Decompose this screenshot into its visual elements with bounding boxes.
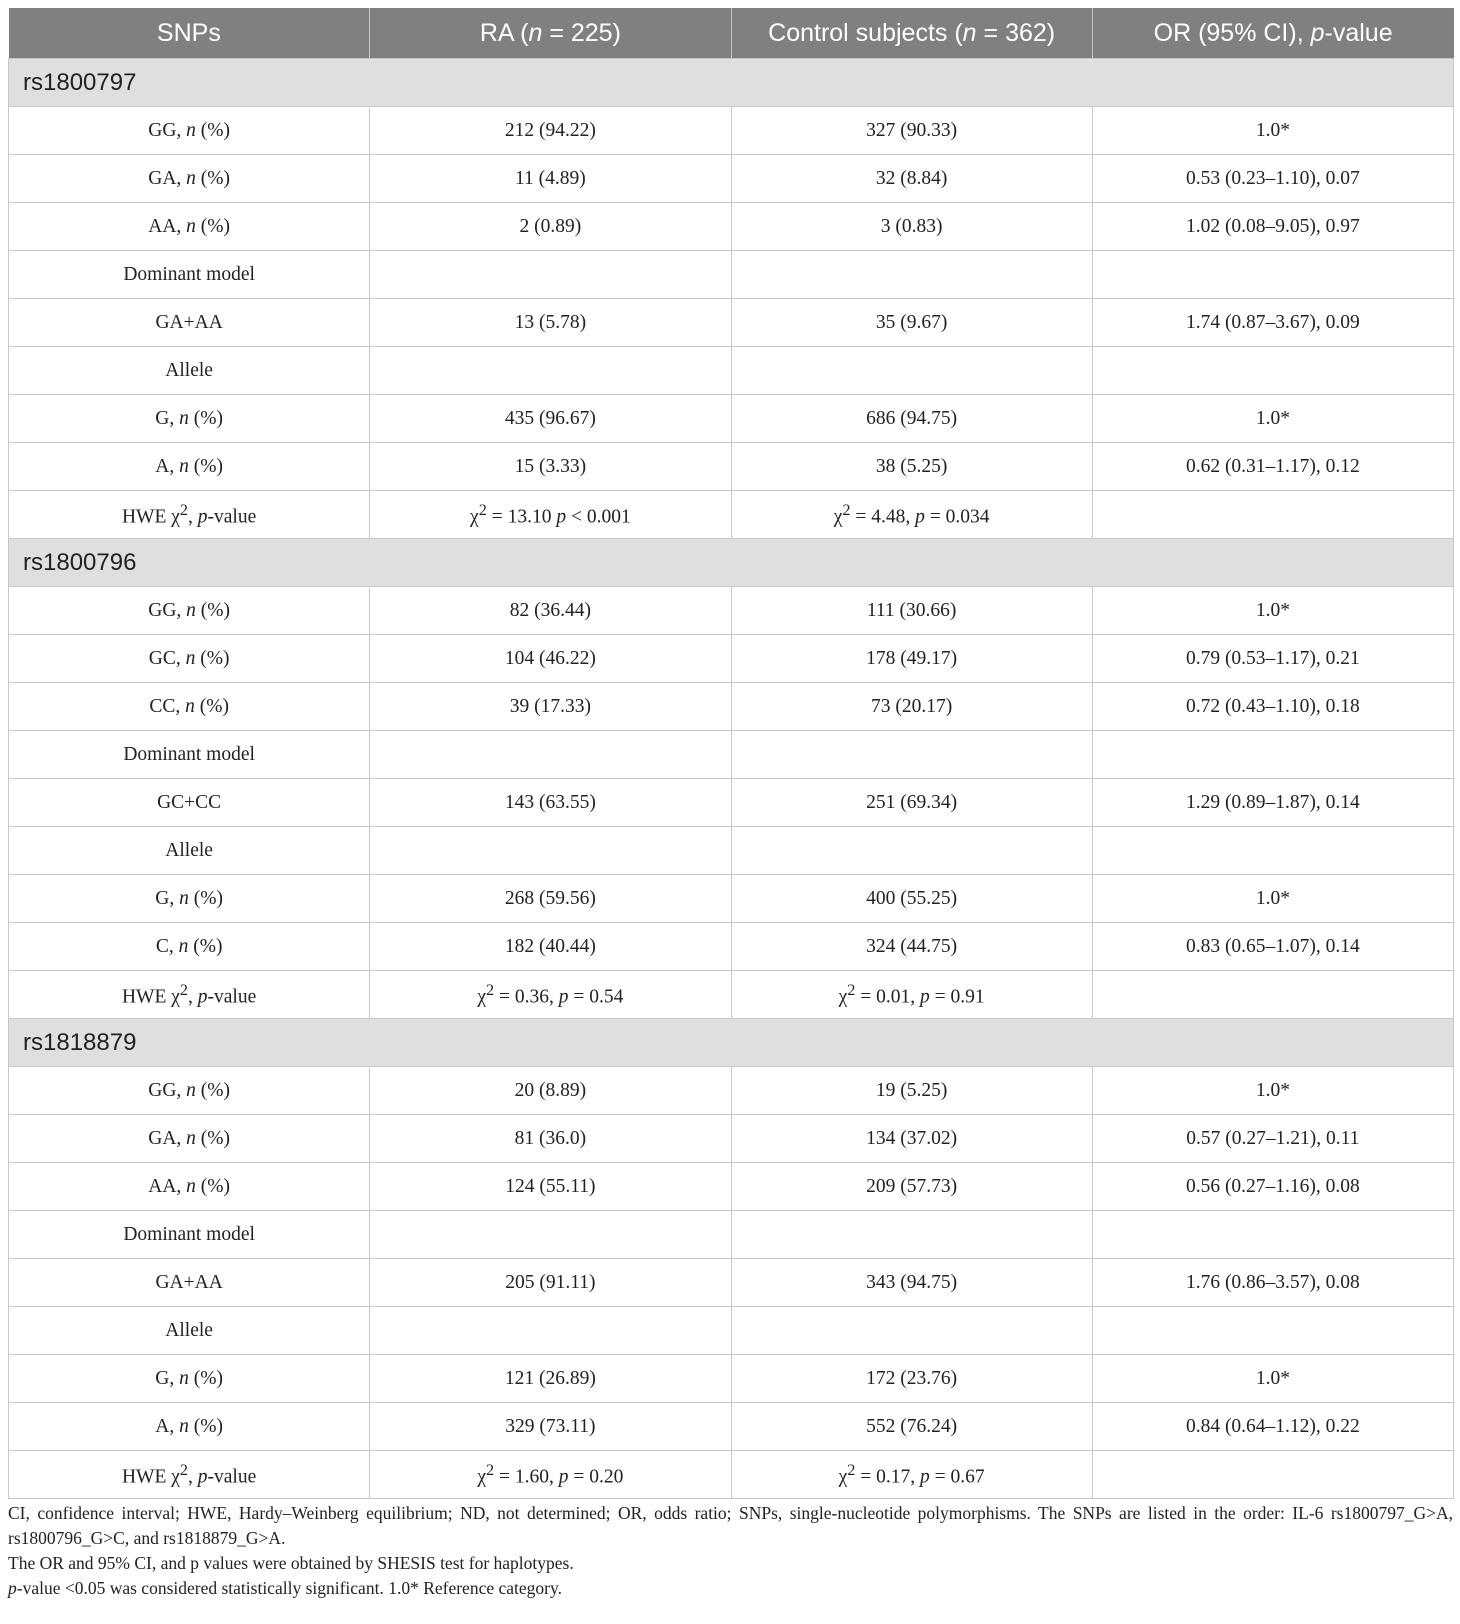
hwe-p: p bbox=[556, 506, 567, 528]
or-value-cell: 1.74 (0.87–3.67), 0.09 bbox=[1092, 299, 1453, 347]
or-value-cell: 0.56 (0.27–1.16), 0.08 bbox=[1092, 1163, 1453, 1211]
row-label-post: (%) bbox=[195, 167, 231, 189]
header-ra bbox=[370, 8, 731, 59]
control-value-cell bbox=[731, 347, 1092, 395]
control-value-cell: 178 (49.17) bbox=[731, 635, 1092, 683]
row-label-cell bbox=[9, 155, 370, 203]
row-label-ital: n bbox=[186, 599, 196, 621]
ra-value-cell bbox=[370, 731, 731, 779]
hwe-or-cell bbox=[1092, 1451, 1453, 1499]
ra-value-cell bbox=[370, 251, 731, 299]
hwe-label-cell bbox=[9, 971, 370, 1019]
row-label-pre: G, bbox=[155, 1367, 180, 1389]
or-value-cell: 1.0* bbox=[1092, 1355, 1453, 1403]
hwe-chi: χ bbox=[477, 1466, 487, 1488]
row-label-ital: n bbox=[179, 455, 189, 477]
ra-value-cell: 182 (40.44) bbox=[370, 923, 731, 971]
table-row bbox=[9, 155, 1454, 203]
table-row bbox=[9, 347, 1454, 395]
table-row bbox=[9, 923, 1454, 971]
table-row bbox=[9, 875, 1454, 923]
row-label-pre: AA, bbox=[148, 215, 187, 237]
row-label-post: (%) bbox=[195, 1127, 231, 1149]
header-or-p: p bbox=[1310, 18, 1325, 47]
row-label-pre: A, bbox=[155, 455, 180, 477]
ra-value-cell: 205 (91.11) bbox=[370, 1259, 731, 1307]
control-value-cell: 73 (20.17) bbox=[731, 683, 1092, 731]
row-label-pre: CC, bbox=[149, 695, 186, 717]
hwe-label-cell bbox=[9, 1451, 370, 1499]
ra-value-cell: 143 (63.55) bbox=[370, 779, 731, 827]
row-label-ital: n bbox=[186, 1079, 196, 1101]
or-value-cell: 0.72 (0.43–1.10), 0.18 bbox=[1092, 683, 1453, 731]
row-label-cell bbox=[9, 1307, 370, 1355]
row-label-cell bbox=[9, 779, 370, 827]
control-value-cell: 209 (57.73) bbox=[731, 1163, 1092, 1211]
hwe-row bbox=[9, 491, 1454, 539]
table-footnotes bbox=[8, 1501, 1453, 1601]
table-row bbox=[9, 203, 1454, 251]
hwe-value: = 1.60, bbox=[494, 1466, 559, 1488]
or-value-cell: 1.0* bbox=[1092, 875, 1453, 923]
row-label-pre: G, bbox=[155, 887, 180, 909]
ra-value-cell: 104 (46.22) bbox=[370, 635, 731, 683]
row-label-pre: GC, bbox=[148, 647, 186, 669]
or-value-cell: 1.02 (0.08–9.05), 0.97 bbox=[1092, 203, 1453, 251]
row-label-cell bbox=[9, 635, 370, 683]
section-title: rs1800796 bbox=[9, 539, 1454, 587]
row-label-ital: n bbox=[179, 887, 189, 909]
row-label-pre: Allele bbox=[165, 359, 213, 381]
row-label-post: (%) bbox=[195, 119, 231, 141]
row-label-cell bbox=[9, 1115, 370, 1163]
header-or bbox=[1092, 8, 1453, 59]
or-value-cell bbox=[1092, 827, 1453, 875]
hwe-label-sup: 2 bbox=[179, 1460, 189, 1479]
section-header-row bbox=[9, 59, 1454, 107]
hwe-row bbox=[9, 1451, 1454, 1499]
row-label-ital: n bbox=[186, 1175, 196, 1197]
control-value-cell: 111 (30.66) bbox=[731, 587, 1092, 635]
row-label-pre: GA+AA bbox=[155, 1271, 223, 1293]
table-row bbox=[9, 635, 1454, 683]
row-label-ital: n bbox=[178, 935, 189, 957]
table-row bbox=[9, 1163, 1454, 1211]
header-row bbox=[9, 8, 1454, 59]
ra-value-cell: 124 (55.11) bbox=[370, 1163, 731, 1211]
row-label-pre: C, bbox=[155, 935, 179, 957]
or-value-cell: 0.62 (0.31–1.17), 0.12 bbox=[1092, 443, 1453, 491]
hwe-label-p: p bbox=[197, 506, 208, 528]
table-row bbox=[9, 1403, 1454, 1451]
hwe-chi: χ bbox=[838, 986, 848, 1008]
hwe-value: = 13.10 bbox=[486, 506, 557, 528]
table-row bbox=[9, 1115, 1454, 1163]
row-label-cell bbox=[9, 251, 370, 299]
control-value-cell: 324 (44.75) bbox=[731, 923, 1092, 971]
footnote-significance-text: -value <0.05 was considered statistically significant. 1.0* Reference category. bbox=[16, 1578, 562, 1598]
row-label-pre: Dominant model bbox=[123, 1223, 255, 1245]
row-label-cell bbox=[9, 1067, 370, 1115]
table-header bbox=[9, 8, 1454, 59]
ra-value-cell: 268 (59.56) bbox=[370, 875, 731, 923]
row-label-pre: G, bbox=[155, 407, 180, 429]
hwe-p-value: = 0.54 bbox=[568, 986, 624, 1008]
row-label-cell bbox=[9, 827, 370, 875]
section-title: rs1800797 bbox=[9, 59, 1454, 107]
header-ra-n: n bbox=[528, 18, 543, 47]
hwe-p: p bbox=[558, 986, 569, 1008]
hwe-chi: χ bbox=[838, 1466, 848, 1488]
section-title: rs1818879 bbox=[9, 1019, 1454, 1067]
control-value-cell bbox=[731, 1307, 1092, 1355]
header-ra-post: = 225) bbox=[542, 18, 621, 47]
ra-value-cell: 212 (94.22) bbox=[370, 107, 731, 155]
section-header-row bbox=[9, 1019, 1454, 1067]
hwe-value: = 0.36, bbox=[494, 986, 559, 1008]
hwe-ra-cell bbox=[370, 1451, 731, 1499]
row-label-pre: GG, bbox=[148, 119, 187, 141]
hwe-p-value: = 0.91 bbox=[929, 986, 985, 1008]
footnote-abbreviations: CI, confidence interval; HWE, Hardy–Weinberg equilibrium; ND, not determined; OR, odds ratio; SNPs, single-nucleotide polymorphisms. The SNPs are listed in the order: IL-6 rs1800797_G>A, rs1800796_G>C, and rs1818879_G>A. bbox=[8, 1503, 1453, 1548]
control-value-cell: 327 (90.33) bbox=[731, 107, 1092, 155]
hwe-label-p: p bbox=[197, 1466, 208, 1488]
or-value-cell: 1.0* bbox=[1092, 587, 1453, 635]
row-label-pre: Dominant model bbox=[123, 743, 255, 765]
row-label-ital: n bbox=[186, 215, 196, 237]
row-label-cell bbox=[9, 1259, 370, 1307]
header-or-pre: OR (95% CI), bbox=[1153, 18, 1311, 47]
row-label-cell bbox=[9, 1211, 370, 1259]
control-value-cell: 134 (37.02) bbox=[731, 1115, 1092, 1163]
row-label-pre: A, bbox=[155, 1415, 180, 1437]
row-label-post: (%) bbox=[188, 887, 223, 909]
row-label-post: (%) bbox=[195, 1079, 231, 1101]
table-row bbox=[9, 395, 1454, 443]
hwe-control-cell bbox=[731, 1451, 1092, 1499]
hwe-label-post: -value bbox=[207, 986, 257, 1008]
row-label-pre: GA, bbox=[148, 1127, 187, 1149]
or-value-cell: 0.53 (0.23–1.10), 0.07 bbox=[1092, 155, 1453, 203]
hwe-p-value: < 0.001 bbox=[566, 506, 631, 528]
hwe-control-cell bbox=[731, 491, 1092, 539]
ra-value-cell: 121 (26.89) bbox=[370, 1355, 731, 1403]
or-value-cell bbox=[1092, 1211, 1453, 1259]
control-value-cell bbox=[731, 1211, 1092, 1259]
hwe-row bbox=[9, 971, 1454, 1019]
hwe-p-value: = 0.034 bbox=[924, 506, 990, 528]
header-control-pre: Control subjects ( bbox=[768, 18, 963, 47]
or-value-cell bbox=[1092, 1307, 1453, 1355]
row-label-ital: n bbox=[179, 1415, 189, 1437]
hwe-label-sup: 2 bbox=[179, 500, 189, 519]
row-label-post: (%) bbox=[195, 215, 231, 237]
ra-value-cell bbox=[370, 347, 731, 395]
row-label-ital: n bbox=[179, 1367, 189, 1389]
row-label-cell bbox=[9, 587, 370, 635]
row-label-cell bbox=[9, 1163, 370, 1211]
control-value-cell: 35 (9.67) bbox=[731, 299, 1092, 347]
snp-table bbox=[8, 8, 1454, 1499]
row-label-post: (%) bbox=[188, 1415, 223, 1437]
or-value-cell: 0.84 (0.64–1.12), 0.22 bbox=[1092, 1403, 1453, 1451]
header-ra-pre: RA ( bbox=[479, 18, 529, 47]
or-value-cell bbox=[1092, 251, 1453, 299]
control-value-cell: 172 (23.76) bbox=[731, 1355, 1092, 1403]
control-value-cell: 32 (8.84) bbox=[731, 155, 1092, 203]
ra-value-cell bbox=[370, 1307, 731, 1355]
ra-value-cell: 435 (96.67) bbox=[370, 395, 731, 443]
table-row bbox=[9, 299, 1454, 347]
row-label-ital: n bbox=[185, 647, 196, 669]
row-label-pre: GG, bbox=[148, 599, 187, 621]
table-row bbox=[9, 587, 1454, 635]
table-row bbox=[9, 1211, 1454, 1259]
hwe-p-value: = 0.20 bbox=[568, 1466, 624, 1488]
header-control-n: n bbox=[962, 18, 977, 47]
hwe-ra-cell bbox=[370, 971, 731, 1019]
hwe-label-p: p bbox=[197, 986, 208, 1008]
row-label-ital: n bbox=[186, 1127, 196, 1149]
row-label-pre: Allele bbox=[165, 1319, 213, 1341]
table-row bbox=[9, 779, 1454, 827]
control-value-cell: 3 (0.83) bbox=[731, 203, 1092, 251]
hwe-label-pre: HWE χ bbox=[121, 1466, 180, 1488]
header-control-post: = 362) bbox=[976, 18, 1056, 47]
control-value-cell bbox=[731, 731, 1092, 779]
row-label-cell bbox=[9, 347, 370, 395]
hwe-p: p bbox=[915, 506, 925, 528]
row-label-cell bbox=[9, 107, 370, 155]
hwe-p-value: = 0.67 bbox=[929, 1466, 985, 1488]
row-label-post: (%) bbox=[195, 647, 230, 669]
row-label-cell bbox=[9, 299, 370, 347]
header-snps bbox=[9, 8, 370, 59]
table-row bbox=[9, 251, 1454, 299]
hwe-label-sup: 2 bbox=[179, 980, 189, 999]
control-value-cell: 343 (94.75) bbox=[731, 1259, 1092, 1307]
control-value-cell: 38 (5.25) bbox=[731, 443, 1092, 491]
row-label-pre: Dominant model bbox=[123, 263, 255, 285]
or-value-cell: 0.79 (0.53–1.17), 0.21 bbox=[1092, 635, 1453, 683]
row-label-ital: n bbox=[186, 167, 196, 189]
or-value-cell: 0.57 (0.27–1.21), 0.11 bbox=[1092, 1115, 1453, 1163]
control-value-cell: 686 (94.75) bbox=[731, 395, 1092, 443]
row-label-post: (%) bbox=[188, 935, 223, 957]
hwe-value: = 0.17, bbox=[855, 1466, 921, 1488]
hwe-chi: χ bbox=[833, 506, 843, 528]
hwe-label-mid: , bbox=[188, 506, 198, 528]
or-value-cell bbox=[1092, 731, 1453, 779]
ra-value-cell: 11 (4.89) bbox=[370, 155, 731, 203]
control-value-cell: 19 (5.25) bbox=[731, 1067, 1092, 1115]
table-body bbox=[9, 59, 1454, 1499]
section-header-row bbox=[9, 539, 1454, 587]
ra-value-cell bbox=[370, 1211, 731, 1259]
hwe-label-cell bbox=[9, 491, 370, 539]
control-value-cell bbox=[731, 827, 1092, 875]
footnote-significance-p: p bbox=[8, 1578, 17, 1598]
table-row bbox=[9, 731, 1454, 779]
row-label-cell bbox=[9, 203, 370, 251]
hwe-ra-cell bbox=[370, 491, 731, 539]
row-label-cell bbox=[9, 443, 370, 491]
hwe-chi-sup: 2 bbox=[486, 1460, 495, 1479]
hwe-control-cell bbox=[731, 971, 1092, 1019]
hwe-or-cell bbox=[1092, 491, 1453, 539]
row-label-pre: GA+AA bbox=[155, 311, 223, 333]
hwe-label-mid: , bbox=[188, 1466, 198, 1488]
hwe-label-pre: HWE χ bbox=[121, 506, 180, 528]
row-label-pre: GA, bbox=[148, 167, 187, 189]
ra-value-cell: 2 (0.89) bbox=[370, 203, 731, 251]
hwe-chi-sup: 2 bbox=[847, 980, 856, 999]
table-container bbox=[8, 8, 1453, 1601]
row-label-post: (%) bbox=[195, 599, 231, 621]
hwe-chi: χ bbox=[470, 506, 479, 528]
row-label-ital: n bbox=[186, 119, 196, 141]
footnote-method: The OR and 95% CI, and p values were obtained by SHESIS test for haplotypes. bbox=[8, 1553, 574, 1573]
row-label-ital: n bbox=[185, 695, 195, 717]
row-label-cell bbox=[9, 1403, 370, 1451]
ra-value-cell: 20 (8.89) bbox=[370, 1067, 731, 1115]
or-value-cell: 1.0* bbox=[1092, 107, 1453, 155]
row-label-cell bbox=[9, 923, 370, 971]
control-value-cell: 400 (55.25) bbox=[731, 875, 1092, 923]
ra-value-cell: 81 (36.0) bbox=[370, 1115, 731, 1163]
header-snps-text: SNPs bbox=[156, 18, 221, 47]
table-row bbox=[9, 1067, 1454, 1115]
row-label-post: (%) bbox=[188, 407, 223, 429]
hwe-or-cell bbox=[1092, 971, 1453, 1019]
ra-value-cell: 13 (5.78) bbox=[370, 299, 731, 347]
or-value-cell: 1.0* bbox=[1092, 1067, 1453, 1115]
table-row bbox=[9, 1355, 1454, 1403]
or-value-cell: 0.83 (0.65–1.07), 0.14 bbox=[1092, 923, 1453, 971]
hwe-chi-sup: 2 bbox=[486, 980, 495, 999]
table-row bbox=[9, 827, 1454, 875]
row-label-pre: Allele bbox=[165, 839, 213, 861]
hwe-p: p bbox=[558, 1466, 569, 1488]
control-value-cell: 552 (76.24) bbox=[731, 1403, 1092, 1451]
or-value-cell: 1.76 (0.86–3.57), 0.08 bbox=[1092, 1259, 1453, 1307]
row-label-pre: GC+CC bbox=[157, 791, 222, 813]
hwe-chi-sup: 2 bbox=[478, 500, 487, 519]
row-label-cell bbox=[9, 1355, 370, 1403]
control-value-cell: 251 (69.34) bbox=[731, 779, 1092, 827]
table-row bbox=[9, 683, 1454, 731]
table-row bbox=[9, 1259, 1454, 1307]
hwe-p: p bbox=[920, 1466, 930, 1488]
row-label-pre: GG, bbox=[148, 1079, 187, 1101]
hwe-label-pre: HWE χ bbox=[121, 986, 180, 1008]
header-or-post: -value bbox=[1324, 18, 1393, 47]
table-row bbox=[9, 443, 1454, 491]
ra-value-cell: 15 (3.33) bbox=[370, 443, 731, 491]
row-label-cell bbox=[9, 395, 370, 443]
hwe-chi: χ bbox=[477, 986, 487, 1008]
hwe-label-mid: , bbox=[188, 986, 198, 1008]
hwe-value: = 4.48, bbox=[850, 506, 916, 528]
hwe-value: = 0.01, bbox=[855, 986, 921, 1008]
ra-value-cell: 39 (17.33) bbox=[370, 683, 731, 731]
table-row bbox=[9, 107, 1454, 155]
or-value-cell bbox=[1092, 347, 1453, 395]
ra-value-cell: 329 (73.11) bbox=[370, 1403, 731, 1451]
row-label-post: (%) bbox=[188, 455, 223, 477]
table-row bbox=[9, 1307, 1454, 1355]
ra-value-cell bbox=[370, 827, 731, 875]
row-label-post: (%) bbox=[194, 695, 229, 717]
hwe-chi-sup: 2 bbox=[847, 1460, 856, 1479]
hwe-label-post: -value bbox=[207, 1466, 257, 1488]
footnote-significance bbox=[8, 1576, 1453, 1601]
hwe-p: p bbox=[920, 986, 930, 1008]
or-value-cell: 1.29 (0.89–1.87), 0.14 bbox=[1092, 779, 1453, 827]
row-label-cell bbox=[9, 875, 370, 923]
row-label-pre: AA, bbox=[148, 1175, 187, 1197]
row-label-post: (%) bbox=[195, 1175, 231, 1197]
ra-value-cell: 82 (36.44) bbox=[370, 587, 731, 635]
or-value-cell: 1.0* bbox=[1092, 395, 1453, 443]
control-value-cell bbox=[731, 251, 1092, 299]
header-control bbox=[731, 8, 1092, 59]
row-label-ital: n bbox=[179, 407, 189, 429]
row-label-post: (%) bbox=[188, 1367, 223, 1389]
hwe-chi-sup: 2 bbox=[842, 500, 851, 519]
hwe-label-post: -value bbox=[207, 506, 257, 528]
row-label-cell bbox=[9, 683, 370, 731]
row-label-cell bbox=[9, 731, 370, 779]
